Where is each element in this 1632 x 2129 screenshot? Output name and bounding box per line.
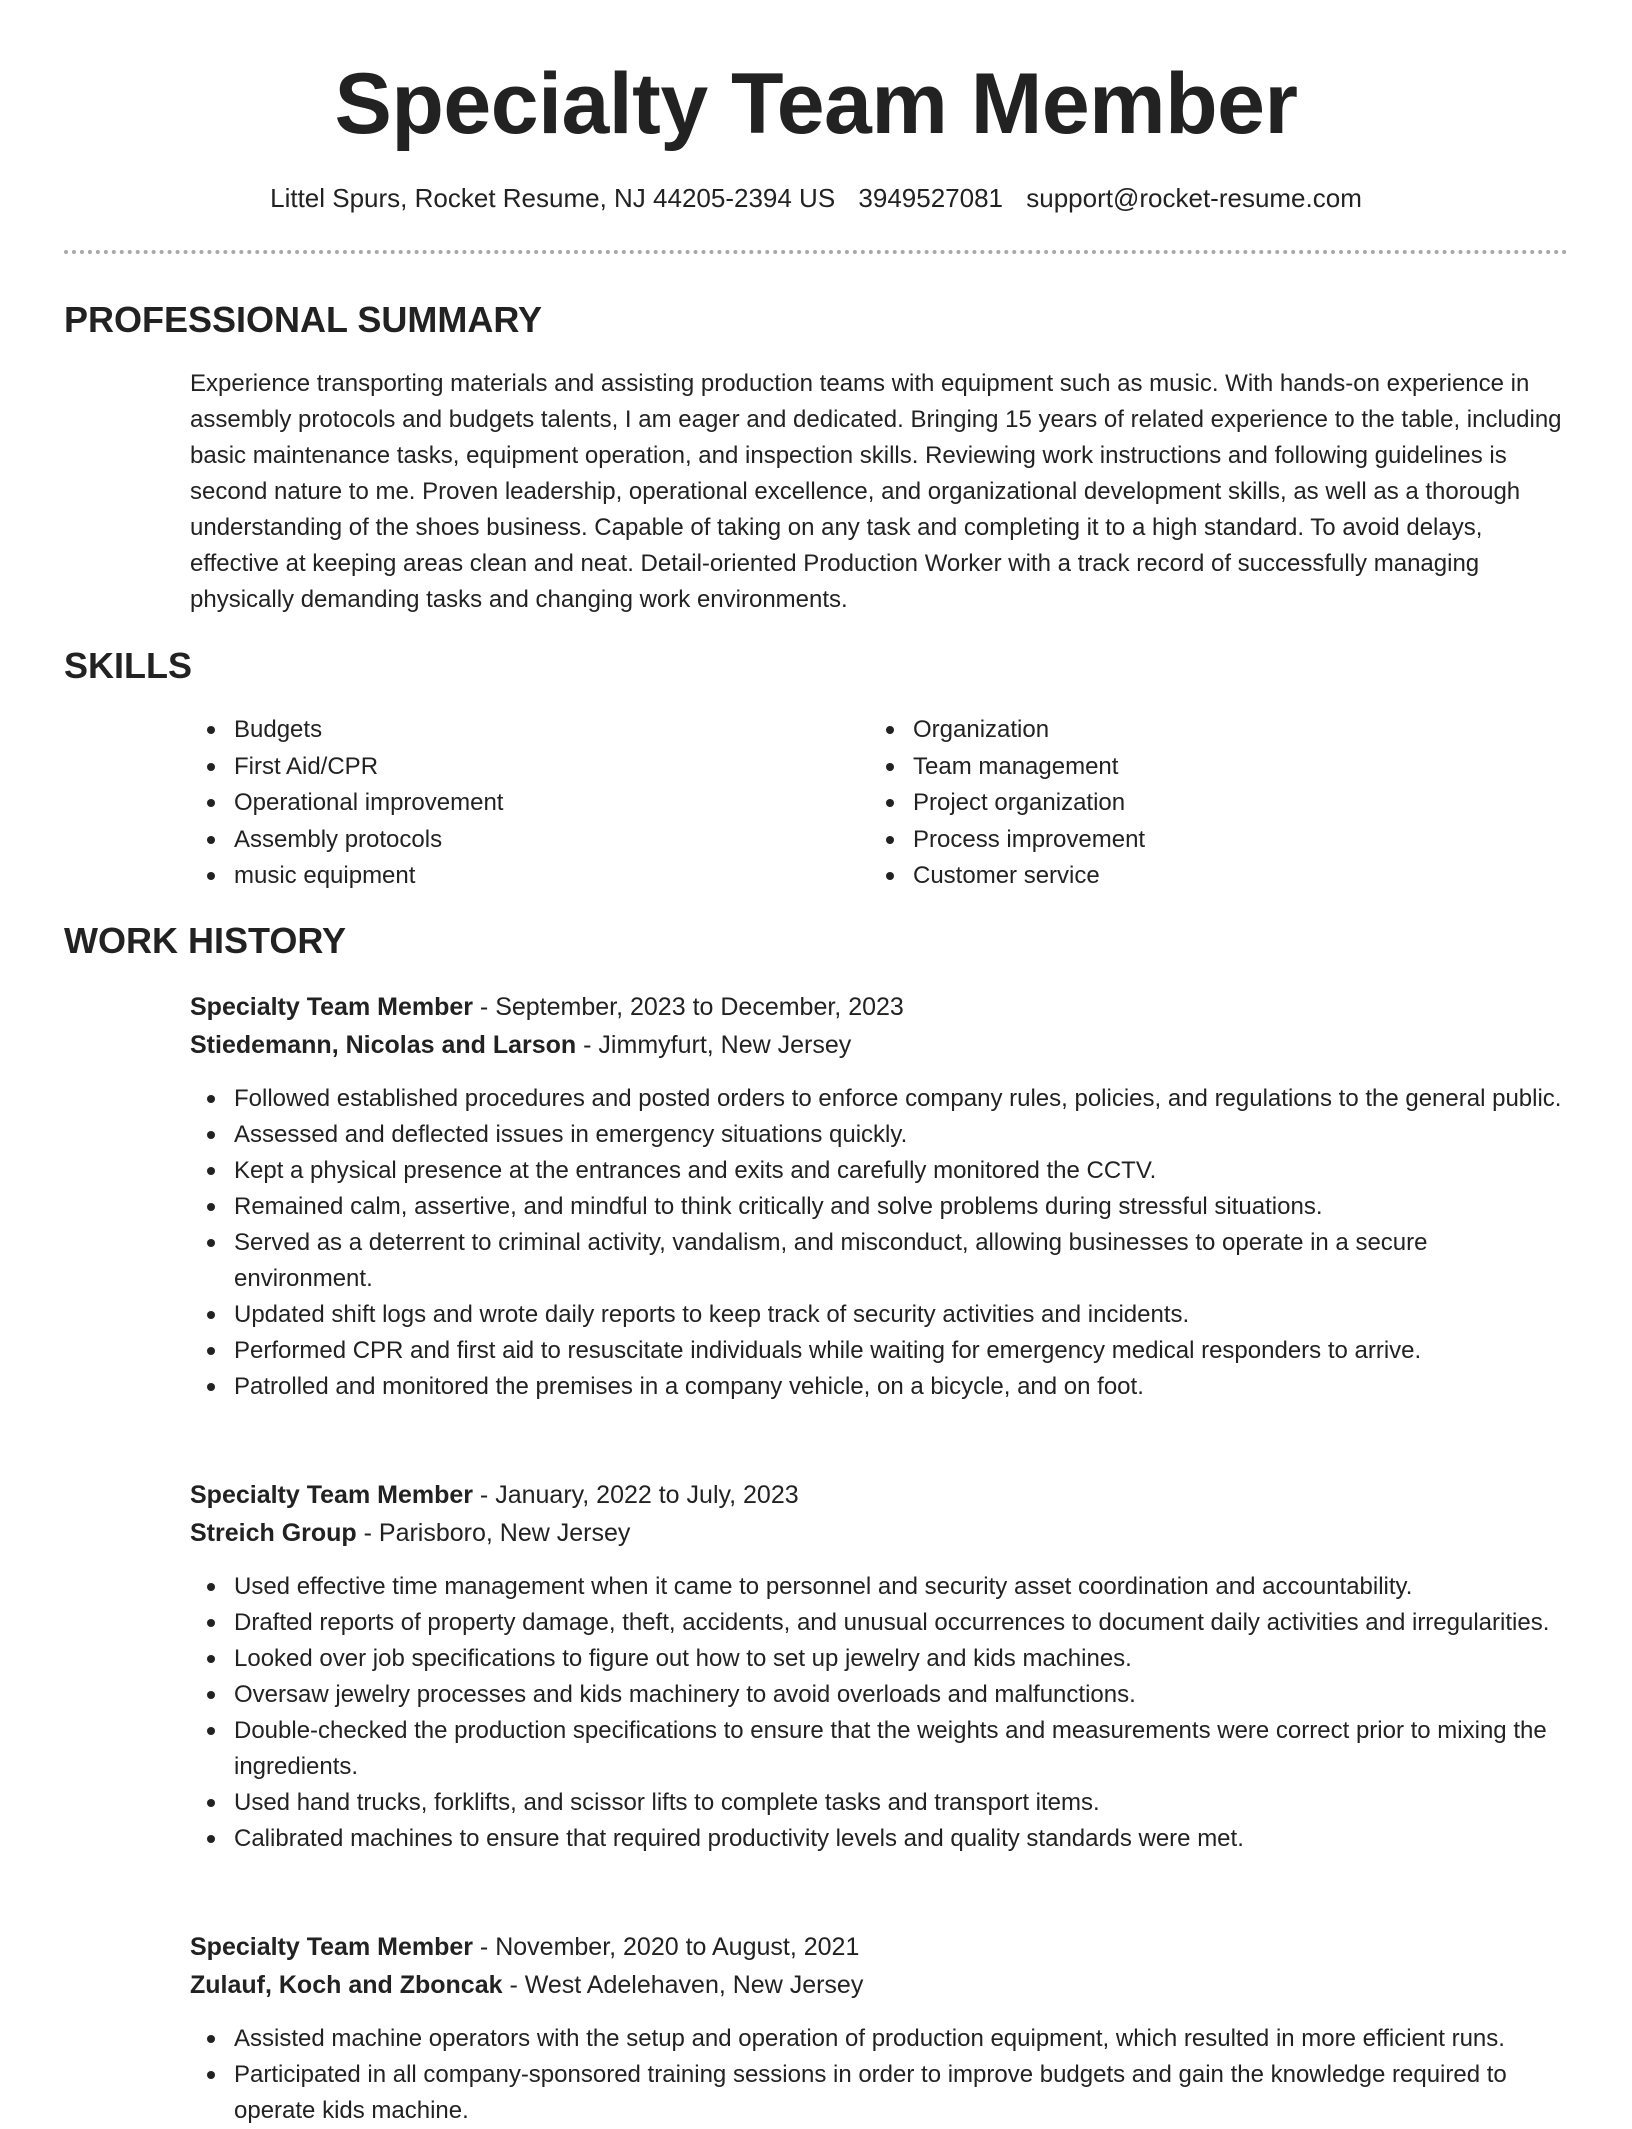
duty-item: Participated in all company-sponsored training sessions in order to improve budgets and gain the knowledge required to operate kids machine. bbox=[190, 2057, 1570, 2129]
job-3-company-line bbox=[190, 1966, 1570, 2004]
job-3-duties bbox=[190, 2021, 1570, 2129]
job-1-company-line bbox=[190, 1026, 1570, 1064]
duty-item: Patrolled and monitored the premises in a company vehicle, on a bicycle, and on foot. bbox=[190, 1369, 1570, 1405]
skill-item: Project organization bbox=[869, 785, 1145, 822]
skills-list-left bbox=[190, 712, 503, 895]
duty-item: Oversaw jewelry processes and kids machinery to avoid overloads and malfunctions. bbox=[190, 1677, 1570, 1713]
job-location: - Jimmyfurt, New Jersey bbox=[576, 1031, 852, 1059]
skill-item: Process improvement bbox=[869, 822, 1145, 859]
duty-item: Used hand trucks, forklifts, and scissor lifts to complete tasks and transport items. bbox=[190, 1785, 1570, 1821]
skill-item: Team management bbox=[869, 749, 1145, 786]
contact-phone: 3949527081 bbox=[858, 183, 1004, 213]
summary-text: Experience transporting materials and assisting production teams with equipment such as music. With hands-on experience in assembly protocols and budgets talents, I am eager and dedicated. Bringing 15 years of related experience to the table, including basic maintenance tasks, equipment operation, and inspection skills. Reviewing work instructions and following guidelines is second nature to me. Proven leadership, operational excellence, and organizational development skills, as well as a thorough understanding of the shoes business. Capable of taking on any task and completing it to a high standard. To avoid delays, effective at keeping areas clean and neat. Detail-oriented Production Worker with a track record of successfully managing physically demanding tasks and changing work environments. bbox=[190, 370, 1562, 613]
job-dates: - January, 2022 to July, 2023 bbox=[472, 1481, 799, 1509]
duty-item: Performed CPR and first aid to resuscitate individuals while waiting for emergency medical responders to arrive. bbox=[190, 1333, 1570, 1369]
job-2-role-line bbox=[190, 1476, 1570, 1514]
job-1-role-line bbox=[190, 988, 1570, 1026]
job-dates: - November, 2020 to August, 2021 bbox=[472, 1933, 860, 1961]
skill-item: Assembly protocols bbox=[190, 822, 503, 859]
skill-item: Operational improvement bbox=[190, 785, 503, 822]
contact-address: Littel Spurs, Rocket Resume, NJ 44205-2394 US bbox=[270, 183, 836, 213]
skill-item: First Aid/CPR bbox=[190, 749, 503, 786]
header-divider bbox=[64, 250, 1568, 254]
summary-heading: PROFESSIONAL SUMMARY bbox=[64, 299, 543, 340]
job-1-duties bbox=[190, 1081, 1570, 1405]
job-title: Specialty Team Member bbox=[190, 1481, 473, 1509]
duty-item: Updated shift logs and wrote daily reports to keep track of security activities and incidents. bbox=[190, 1297, 1570, 1333]
duty-item: Double-checked the production specifications to ensure that the weights and measurements were correct prior to mixing the ingredients. bbox=[190, 1713, 1570, 1785]
duty-item: Calibrated machines to ensure that required productivity levels and quality standards were met. bbox=[190, 1821, 1570, 1857]
duty-item: Assisted machine operators with the setup and operation of production equipment, which resulted in more efficient runs. bbox=[190, 2021, 1570, 2057]
skill-item: Customer service bbox=[869, 858, 1145, 895]
job-2-duties bbox=[190, 1569, 1570, 1857]
job-dates: - September, 2023 to December, 2023 bbox=[472, 993, 904, 1021]
contact-line bbox=[0, 178, 1632, 218]
duty-item: Served as a deterrent to criminal activity, vandalism, and misconduct, allowing businesses to operate in a secure environment. bbox=[190, 1225, 1570, 1297]
work-history-heading: WORK HISTORY bbox=[64, 920, 347, 961]
job-company: Streich Group bbox=[190, 1519, 357, 1547]
candidate-name: Specialty Team Member bbox=[334, 56, 1298, 152]
job-2-company-line bbox=[190, 1514, 1570, 1552]
duty-item: Followed established procedures and posted orders to enforce company rules, policies, and regulations to the general public. bbox=[190, 1081, 1570, 1117]
contact-email: support@rocket-resume.com bbox=[1026, 183, 1362, 213]
duty-item: Kept a physical presence at the entrances and exits and carefully monitored the CCTV. bbox=[190, 1153, 1570, 1189]
skills-list-right bbox=[869, 712, 1145, 895]
job-title: Specialty Team Member bbox=[190, 993, 473, 1021]
skills-heading: SKILLS bbox=[64, 645, 193, 686]
job-title: Specialty Team Member bbox=[190, 1933, 473, 1961]
job-3-role-line bbox=[190, 1928, 1570, 1966]
job-company: Stiedemann, Nicolas and Larson bbox=[190, 1031, 577, 1059]
job-location: - Parisboro, New Jersey bbox=[356, 1519, 631, 1547]
skill-item: Budgets bbox=[190, 712, 503, 749]
duty-item: Used effective time management when it came to personnel and security asset coordination and accountability. bbox=[190, 1569, 1570, 1605]
duty-item: Looked over job specifications to figure out how to set up jewelry and kids machines. bbox=[190, 1641, 1570, 1677]
duty-item: Remained calm, assertive, and mindful to think critically and solve problems during stressful situations. bbox=[190, 1189, 1570, 1225]
duty-item: Assessed and deflected issues in emergency situations quickly. bbox=[190, 1117, 1570, 1153]
job-company: Zulauf, Koch and Zboncak bbox=[190, 1971, 503, 1999]
job-location: - West Adelehaven, New Jersey bbox=[502, 1971, 864, 1999]
skill-item: Organization bbox=[869, 712, 1145, 749]
duty-item: Drafted reports of property damage, theft, accidents, and unusual occurrences to document daily activities and irregularities. bbox=[190, 1605, 1570, 1641]
skill-item: music equipment bbox=[190, 858, 503, 895]
